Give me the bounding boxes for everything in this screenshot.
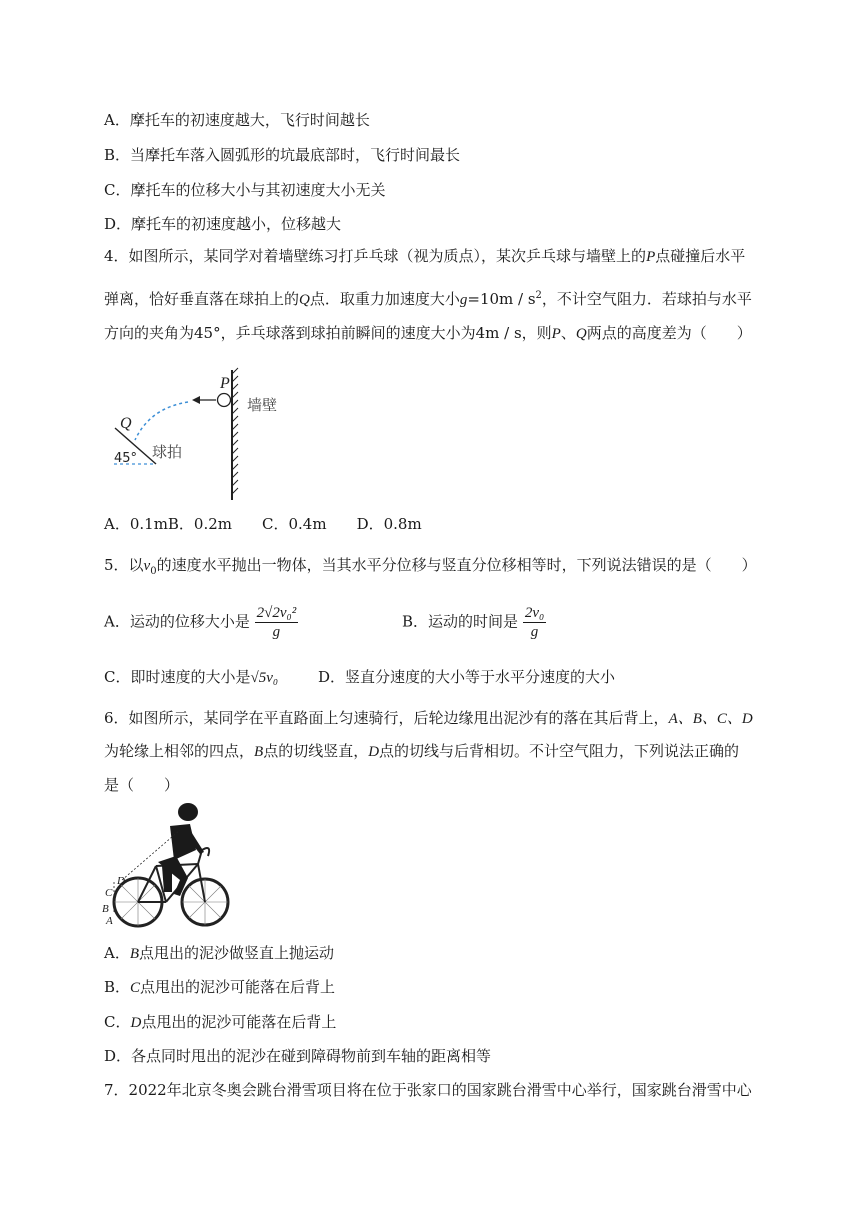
q6-stem-line2: 为轮缘上相邻的四点，B点的切线竖直，D点的切线与后背相切。不计空气阻力，下列说法正确的 [104,742,740,760]
q4-stem-line2: 弹离，恰好垂直落在球拍上的Q点．取重力加速度大小$g=10m / s^2$，不计空气阻力．若球拍与水平 [104,290,752,308]
label-c: C [105,887,113,899]
q3-option-b: B．当摩托车落入圆弧形的坑最底部时，飞行时间最长 [104,146,461,164]
q5-option-a: A．运动的位移大小是 $\frac{\text{2√2v₀²}}{g}$ [104,605,297,640]
label-wall: 墙壁 [247,396,278,414]
q6-stem-line3: 是（ ） [104,776,180,794]
q5-option-c: C．即时速度的大小是√5v₀ [104,668,279,686]
label-a: A [106,915,113,927]
label-q: Q [120,415,132,432]
q5-option-a-fraction: $\frac{\text{2√2v₀²}}{g}$ [256,605,297,640]
q5-option-d: D．竖直分速度的大小等于水平分速度的大小 [318,668,616,686]
label-angle: 45° [114,451,138,466]
label-b: B [102,903,109,915]
q3-option-a: A．摩托车的初速度越大，飞行时间越长 [104,111,370,129]
q4-stem-line3: 方向的夹角为45°，乒乓球落到球拍前瞬间的速度大小为4m / s，则P、Q两点的高度差为（ ） [104,324,752,342]
q4-stem-line1: 4．如图所示，某同学对着墙壁练习打乒乓球（视为质点），某次乒乓球与墙壁上的P点碰撞后水平 [104,247,746,265]
q6-option-b: B．C点甩出的泥沙可能落在后背上 [104,978,336,996]
rider [158,803,204,896]
q5-option-b-fraction: $\frac{\text{2v₀}}{g}$ [524,605,545,640]
q4-options: A．0.1mB．0.2m C．0.4m D．0.8m [104,515,422,533]
label-d: D [117,875,125,887]
label-paddle: 球拍 [152,443,183,461]
q4-ping-pong-figure [100,360,300,505]
q6-option-a: A．B点甩出的泥沙做竖直上抛运动 [104,944,335,962]
q5-option-b: B．运动的时间是 $\frac{\text{2v₀}}{g}$ [402,605,545,640]
trajectory [135,402,188,440]
q6-cyclist-figure [100,800,240,932]
ball [218,394,231,407]
arrow-head [192,396,200,404]
q3-option-c: C．摩托车的位移大小与其初速度大小无关 [104,181,386,199]
q6-option-d: D．各点同时甩出的泥沙在碰到障碍物前到车轴的距离相等 [104,1047,492,1065]
q5-stem: 5．以$v_0$的速度水平抛出一物体，当其水平分位移与竖直分位移相等时，下列说法错误的是（ ） [104,556,757,577]
q7-stem-line1: 7．2022年北京冬奥会跳台滑雪项目将在位于张家口的国家跳台滑雪中心举行，国家跳台滑雪中心 [104,1081,752,1099]
q6-option-c: C．D点甩出的泥沙可能落在后背上 [104,1013,337,1031]
q3-option-d: D．摩托车的初速度越小，位移越大 [104,215,342,233]
label-p: P [220,375,230,392]
q6-stem-line1: 6．如图所示，某同学在平直路面上匀速骑行，后轮边缘甩出泥沙有的落在其后背上，A、B、C、D [104,709,753,727]
